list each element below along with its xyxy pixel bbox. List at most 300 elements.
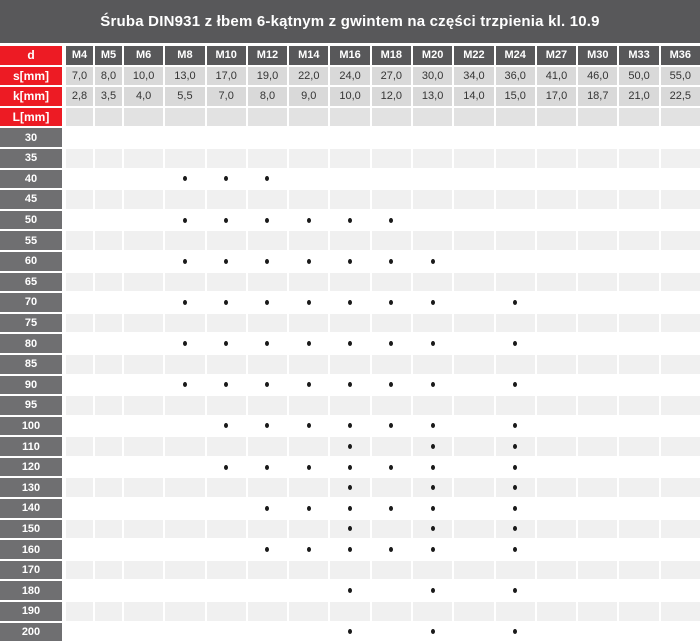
availability-cell <box>578 273 617 292</box>
availability-cell <box>413 231 452 250</box>
length-label: 75 <box>0 314 64 333</box>
availability-cell <box>330 128 369 147</box>
availability-cell <box>413 540 452 559</box>
availability-cell <box>496 499 535 518</box>
availability-cell <box>619 149 658 168</box>
availability-cell <box>578 376 617 395</box>
length-header-cell <box>330 108 369 127</box>
availability-cell <box>66 314 93 333</box>
availability-cell <box>248 520 287 539</box>
availability-cell <box>454 520 493 539</box>
availability-dot <box>431 629 435 634</box>
availability-cell <box>661 211 700 230</box>
availability-cell <box>248 355 287 374</box>
availability-cell <box>496 417 535 436</box>
availability-dot <box>431 300 435 305</box>
length-label: 50 <box>0 211 64 230</box>
availability-cell <box>578 211 617 230</box>
availability-cell <box>454 149 493 168</box>
availability-dot <box>224 176 228 181</box>
availability-cell <box>537 478 576 497</box>
length-label: 35 <box>0 149 64 168</box>
availability-dot <box>265 300 269 305</box>
availability-cell <box>66 540 93 559</box>
dim-value: 14,0 <box>454 87 493 106</box>
availability-cell <box>454 417 493 436</box>
availability-cell <box>619 478 658 497</box>
availability-cell <box>372 149 411 168</box>
availability-cell <box>248 314 287 333</box>
availability-cell <box>413 273 452 292</box>
availability-cell <box>207 293 246 312</box>
availability-cell <box>330 581 369 600</box>
availability-cell <box>289 520 328 539</box>
availability-cell <box>372 355 411 374</box>
availability-cell <box>248 252 287 271</box>
availability-cell <box>124 149 163 168</box>
availability-dot <box>307 300 311 305</box>
availability-cell <box>454 190 493 209</box>
availability-cell <box>661 273 700 292</box>
availability-cell <box>165 458 204 477</box>
availability-dot <box>265 423 269 428</box>
availability-cell <box>454 128 493 147</box>
availability-cell <box>661 561 700 580</box>
availability-cell <box>496 396 535 415</box>
availability-cell <box>372 437 411 456</box>
availability-cell <box>578 623 617 642</box>
availability-cell <box>207 499 246 518</box>
availability-cell <box>248 190 287 209</box>
availability-cell <box>165 149 204 168</box>
availability-dot <box>183 218 187 223</box>
availability-cell <box>578 355 617 374</box>
availability-cell <box>372 458 411 477</box>
availability-cell <box>124 314 163 333</box>
availability-dot <box>348 341 352 346</box>
availability-cell <box>248 478 287 497</box>
availability-cell <box>537 355 576 374</box>
availability-dot <box>348 629 352 634</box>
availability-dot <box>389 259 393 264</box>
availability-cell <box>289 437 328 456</box>
availability-cell <box>66 170 93 189</box>
dim-value: 36,0 <box>496 67 535 86</box>
availability-cell <box>124 293 163 312</box>
availability-cell <box>207 520 246 539</box>
availability-cell <box>496 376 535 395</box>
availability-cell <box>413 211 452 230</box>
availability-cell <box>124 273 163 292</box>
availability-cell <box>454 561 493 580</box>
dim-value: 17,0 <box>207 67 246 86</box>
availability-cell <box>372 334 411 353</box>
availability-cell <box>661 602 700 621</box>
availability-cell <box>330 170 369 189</box>
availability-cell <box>207 623 246 642</box>
availability-cell <box>661 417 700 436</box>
availability-cell <box>124 334 163 353</box>
availability-cell <box>661 252 700 271</box>
dim-value: 30,0 <box>413 67 452 86</box>
availability-cell <box>619 437 658 456</box>
availability-cell <box>66 396 93 415</box>
availability-cell <box>661 581 700 600</box>
availability-cell <box>496 520 535 539</box>
availability-cell <box>454 458 493 477</box>
availability-dot <box>431 526 435 531</box>
availability-cell <box>95 499 122 518</box>
dim-value: 22,0 <box>289 67 328 86</box>
availability-dot <box>431 423 435 428</box>
availability-dot <box>389 300 393 305</box>
availability-cell <box>454 211 493 230</box>
column-header-m27: M27 <box>537 46 576 65</box>
availability-cell <box>578 190 617 209</box>
dim-value: 15,0 <box>496 87 535 106</box>
availability-cell <box>661 149 700 168</box>
column-header-m4: M4 <box>66 46 93 65</box>
dim-value: 5,5 <box>165 87 204 106</box>
dim-row-label: k[mm] <box>0 87 64 106</box>
length-header-cell <box>454 108 493 127</box>
availability-cell <box>248 211 287 230</box>
length-label: 70 <box>0 293 64 312</box>
availability-cell <box>248 293 287 312</box>
corner-label-d: d <box>0 46 64 65</box>
availability-cell <box>66 231 93 250</box>
availability-cell <box>289 499 328 518</box>
dim-value: 46,0 <box>578 67 617 86</box>
availability-cell <box>330 602 369 621</box>
availability-cell <box>207 561 246 580</box>
length-label: 170 <box>0 561 64 580</box>
availability-cell <box>619 417 658 436</box>
availability-cell <box>95 211 122 230</box>
availability-cell <box>619 520 658 539</box>
availability-cell <box>66 417 93 436</box>
length-label: 65 <box>0 273 64 292</box>
availability-cell <box>372 314 411 333</box>
availability-dot <box>348 423 352 428</box>
length-label: 190 <box>0 602 64 621</box>
availability-cell <box>95 314 122 333</box>
length-label: 85 <box>0 355 64 374</box>
availability-dot <box>513 506 517 511</box>
availability-cell <box>661 190 700 209</box>
availability-cell <box>289 314 328 333</box>
dim-value: 22,5 <box>661 87 700 106</box>
dim-value: 7,0 <box>66 67 93 86</box>
availability-cell <box>619 293 658 312</box>
availability-dot <box>348 506 352 511</box>
availability-cell <box>66 581 93 600</box>
availability-dot <box>307 259 311 264</box>
availability-dot <box>431 485 435 490</box>
availability-cell <box>66 355 93 374</box>
availability-dot <box>183 300 187 305</box>
availability-cell <box>454 170 493 189</box>
availability-cell <box>372 623 411 642</box>
availability-cell <box>248 623 287 642</box>
availability-cell <box>413 623 452 642</box>
availability-cell <box>248 499 287 518</box>
availability-cell <box>578 458 617 477</box>
availability-cell <box>454 355 493 374</box>
availability-cell <box>578 520 617 539</box>
availability-cell <box>330 149 369 168</box>
availability-cell <box>207 376 246 395</box>
availability-cell <box>454 478 493 497</box>
availability-cell <box>207 273 246 292</box>
availability-cell <box>619 334 658 353</box>
availability-cell <box>66 499 93 518</box>
availability-dot <box>348 485 352 490</box>
availability-dot <box>389 506 393 511</box>
dim-value: 13,0 <box>413 87 452 106</box>
availability-cell <box>619 190 658 209</box>
availability-cell <box>537 520 576 539</box>
availability-cell <box>66 128 93 147</box>
availability-cell <box>661 478 700 497</box>
availability-cell <box>619 581 658 600</box>
dim-value: 21,0 <box>619 87 658 106</box>
availability-dot <box>431 588 435 593</box>
length-label: 140 <box>0 499 64 518</box>
availability-cell <box>454 623 493 642</box>
availability-cell <box>124 211 163 230</box>
length-header-cell <box>95 108 122 127</box>
length-label: 130 <box>0 478 64 497</box>
availability-cell <box>165 561 204 580</box>
availability-cell <box>95 231 122 250</box>
availability-cell <box>124 396 163 415</box>
availability-cell <box>372 540 411 559</box>
availability-cell <box>578 252 617 271</box>
availability-cell <box>207 478 246 497</box>
availability-cell <box>248 273 287 292</box>
availability-cell <box>413 417 452 436</box>
availability-cell <box>330 520 369 539</box>
availability-cell <box>372 602 411 621</box>
availability-cell <box>95 252 122 271</box>
availability-cell <box>413 458 452 477</box>
availability-cell <box>66 478 93 497</box>
column-header-m5: M5 <box>95 46 122 65</box>
availability-cell <box>619 623 658 642</box>
availability-cell <box>537 581 576 600</box>
availability-cell <box>207 602 246 621</box>
availability-cell <box>537 293 576 312</box>
availability-cell <box>537 252 576 271</box>
availability-cell <box>124 581 163 600</box>
availability-cell <box>413 170 452 189</box>
availability-dot <box>513 382 517 387</box>
availability-cell <box>619 602 658 621</box>
availability-cell <box>454 581 493 600</box>
availability-cell <box>413 355 452 374</box>
availability-cell <box>248 149 287 168</box>
availability-cell <box>537 561 576 580</box>
length-header-cell <box>248 108 287 127</box>
availability-cell <box>578 293 617 312</box>
availability-cell <box>661 314 700 333</box>
dim-value: 4,0 <box>124 87 163 106</box>
availability-cell <box>413 602 452 621</box>
availability-cell <box>124 437 163 456</box>
dim-value: 19,0 <box>248 67 287 86</box>
availability-cell <box>289 623 328 642</box>
availability-cell <box>496 602 535 621</box>
availability-cell <box>372 478 411 497</box>
availability-cell <box>537 623 576 642</box>
availability-cell <box>95 581 122 600</box>
availability-cell <box>578 231 617 250</box>
availability-cell <box>619 355 658 374</box>
availability-cell <box>165 170 204 189</box>
availability-cell <box>372 376 411 395</box>
availability-dot <box>265 382 269 387</box>
availability-dot <box>224 259 228 264</box>
availability-cell <box>207 458 246 477</box>
availability-cell <box>95 190 122 209</box>
availability-dot <box>265 547 269 552</box>
length-label: 95 <box>0 396 64 415</box>
length-header-label: L[mm] <box>0 108 64 127</box>
availability-cell <box>289 273 328 292</box>
availability-cell <box>66 376 93 395</box>
length-label: 45 <box>0 190 64 209</box>
availability-cell <box>66 211 93 230</box>
availability-cell <box>578 540 617 559</box>
availability-cell <box>537 170 576 189</box>
availability-cell <box>95 396 122 415</box>
availability-cell <box>289 211 328 230</box>
availability-cell <box>578 417 617 436</box>
availability-cell <box>289 478 328 497</box>
availability-cell <box>95 334 122 353</box>
availability-cell <box>537 417 576 436</box>
column-header-m12: M12 <box>248 46 287 65</box>
availability-cell <box>619 376 658 395</box>
spec-table <box>0 46 700 641</box>
availability-cell <box>95 458 122 477</box>
availability-cell <box>413 149 452 168</box>
length-label: 110 <box>0 437 64 456</box>
availability-cell <box>454 252 493 271</box>
availability-cell <box>289 581 328 600</box>
availability-cell <box>124 355 163 374</box>
availability-cell <box>619 499 658 518</box>
availability-cell <box>330 396 369 415</box>
availability-cell <box>537 190 576 209</box>
column-header-m10: M10 <box>207 46 246 65</box>
availability-cell <box>537 540 576 559</box>
length-label: 80 <box>0 334 64 353</box>
availability-cell <box>413 499 452 518</box>
availability-cell <box>413 190 452 209</box>
availability-cell <box>661 128 700 147</box>
availability-cell <box>496 334 535 353</box>
column-header-m30: M30 <box>578 46 617 65</box>
availability-cell <box>289 190 328 209</box>
availability-cell <box>95 376 122 395</box>
availability-cell <box>619 540 658 559</box>
availability-dot <box>513 465 517 470</box>
availability-cell <box>454 602 493 621</box>
length-header-cell <box>619 108 658 127</box>
availability-cell <box>330 355 369 374</box>
availability-cell <box>289 128 328 147</box>
availability-cell <box>619 252 658 271</box>
availability-cell <box>165 231 204 250</box>
column-header-m33: M33 <box>619 46 658 65</box>
availability-cell <box>537 396 576 415</box>
availability-cell <box>578 499 617 518</box>
availability-cell <box>165 376 204 395</box>
column-header-m36: M36 <box>661 46 700 65</box>
dim-value: 8,0 <box>248 87 287 106</box>
availability-dot <box>389 547 393 552</box>
availability-cell <box>413 314 452 333</box>
availability-cell <box>289 170 328 189</box>
availability-cell <box>372 128 411 147</box>
availability-cell <box>661 540 700 559</box>
availability-cell <box>372 211 411 230</box>
availability-cell <box>248 540 287 559</box>
dim-value: 27,0 <box>372 67 411 86</box>
availability-cell <box>124 540 163 559</box>
availability-cell <box>496 623 535 642</box>
length-header-cell <box>124 108 163 127</box>
availability-cell <box>165 520 204 539</box>
availability-cell <box>124 561 163 580</box>
length-label: 40 <box>0 170 64 189</box>
availability-cell <box>578 437 617 456</box>
availability-cell <box>619 231 658 250</box>
availability-dot <box>389 382 393 387</box>
availability-dot <box>265 506 269 511</box>
availability-cell <box>289 293 328 312</box>
availability-cell <box>66 149 93 168</box>
availability-cell <box>496 355 535 374</box>
availability-cell <box>413 520 452 539</box>
dim-value: 55,0 <box>661 67 700 86</box>
availability-dot <box>389 218 393 223</box>
availability-cell <box>661 376 700 395</box>
availability-cell <box>413 334 452 353</box>
availability-cell <box>661 437 700 456</box>
availability-cell <box>124 190 163 209</box>
availability-cell <box>330 437 369 456</box>
availability-cell <box>66 561 93 580</box>
dim-value: 8,0 <box>95 67 122 86</box>
availability-dot <box>513 485 517 490</box>
dim-value: 18,7 <box>578 87 617 106</box>
availability-cell <box>454 376 493 395</box>
availability-cell <box>413 252 452 271</box>
column-header-m22: M22 <box>454 46 493 65</box>
availability-cell <box>124 170 163 189</box>
dim-value: 13,0 <box>165 67 204 86</box>
availability-cell <box>289 149 328 168</box>
length-label: 90 <box>0 376 64 395</box>
dim-value: 34,0 <box>454 67 493 86</box>
dim-value: 12,0 <box>372 87 411 106</box>
availability-dot <box>224 300 228 305</box>
availability-dot <box>348 444 352 449</box>
availability-cell <box>289 561 328 580</box>
